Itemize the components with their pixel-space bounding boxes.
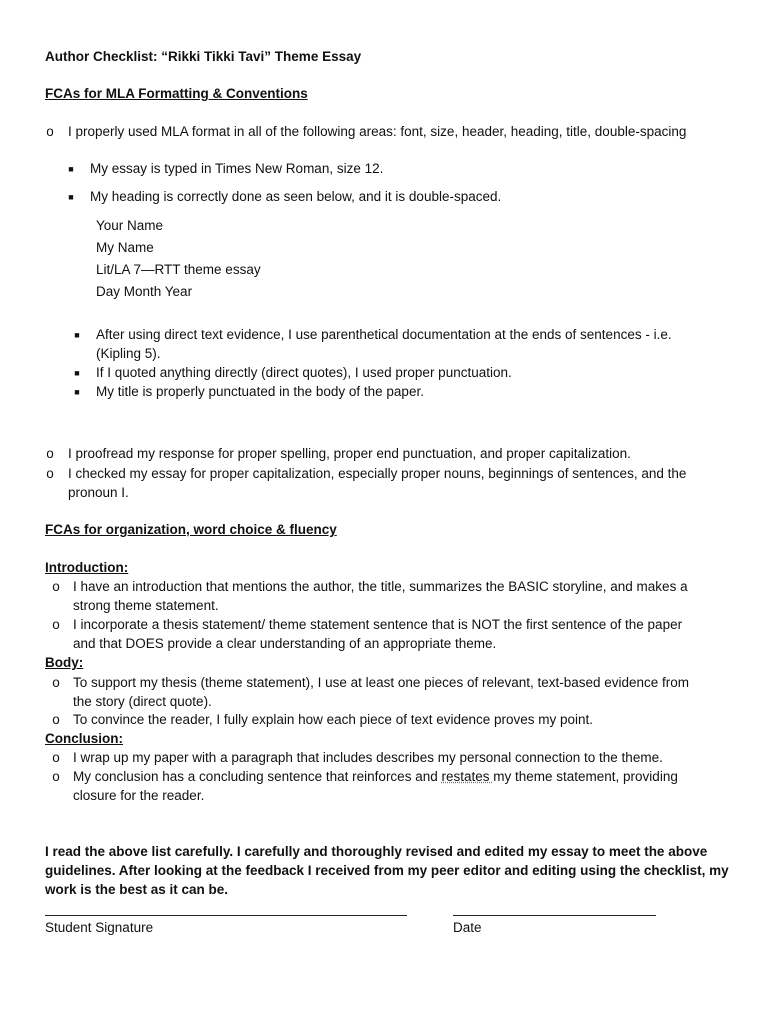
intro-item-line2: strong theme statement. <box>73 598 219 613</box>
intro-item-line1: I have an introduction that mentions the author, the title, summarizes the BASIC storyline, and makes a <box>73 579 688 594</box>
restates-word: restates <box>441 769 494 784</box>
capitalization-item-line2: pronoun I. <box>68 485 129 500</box>
conclusion-label: Conclusion: <box>45 731 123 746</box>
body-item-line1: To support my thesis (theme statement), I use at least one pieces of relevant, text-based evidence from <box>73 675 690 690</box>
circle-bullet-icon: o <box>46 446 54 461</box>
circle-bullet-icon: o <box>46 124 54 139</box>
circle-bullet-icon: o <box>52 750 60 765</box>
conclusion-item-line1 <box>73 768 678 786</box>
proofread-item: I proofread my response for proper spelling, proper end punctuation, and proper capitalization. <box>68 446 631 461</box>
circle-bullet-icon: o <box>52 675 60 690</box>
evidence-check-item-line2: (Kipling 5). <box>96 346 161 361</box>
title-check-item: My title is properly punctuated in the body of the paper. <box>96 384 424 399</box>
conclusion-text: My conclusion has a concluding sentence that reinforces and <box>73 769 442 784</box>
student-signature-label: Student Signature <box>45 920 154 935</box>
square-bullet-icon: ■ <box>74 368 80 378</box>
quotes-check-item: If I quoted anything directly (direct quotes), I used proper punctuation. <box>96 365 512 380</box>
body-item-line1: To convince the reader, I fully explain how each piece of text evidence proves my point. <box>73 712 594 727</box>
square-bullet-icon: ■ <box>74 387 80 397</box>
square-bullet-icon: ■ <box>74 330 80 340</box>
mla-section-heading: FCAs for MLA Formatting & Conventions <box>45 86 308 101</box>
heading-check-item: My heading is correctly done as seen below, and it is double-spaced. <box>90 189 502 204</box>
font-check-item: My essay is typed in Times New Roman, size 12. <box>90 161 384 176</box>
body-label: Body: <box>45 655 84 670</box>
circle-bullet-icon: o <box>52 769 60 784</box>
circle-bullet-icon: o <box>46 466 54 481</box>
intro-item-line2: and that DOES provide a clear understanding of an appropriate theme. <box>73 636 497 651</box>
conclusion-item: I wrap up my paper with a paragraph that includes describes my personal connection to the theme. <box>73 750 663 765</box>
evidence-check-item-line1: After using direct text evidence, I use parenthetical documentation at the ends of sentences - i.e. <box>96 327 672 342</box>
sample-heading-line: My Name <box>96 240 154 255</box>
mla-format-item: I properly used MLA format in all of the following areas: font, size, header, heading, title, double-spacing <box>68 124 687 139</box>
intro-item-line1: I incorporate a thesis statement/ theme statement sentence that is NOT the first sentence of the paper <box>73 617 683 632</box>
square-bullet-icon: ■ <box>68 164 74 174</box>
statement-line: guidelines. After looking at the feedback I received from my peer editor and editing using the checklist, my <box>45 863 729 878</box>
statement-line: I read the above list carefully. I carefully and thoroughly revised and edited my essay to meet the above <box>45 844 708 859</box>
conclusion-text: my theme statement, providing <box>493 769 678 784</box>
circle-bullet-icon: o <box>52 617 60 632</box>
organization-section-heading: FCAs for organization, word choice & fluency <box>45 522 337 537</box>
circle-bullet-icon: o <box>52 579 60 594</box>
page-title: Author Checklist: “Rikki Tikki Tavi” Theme Essay <box>45 49 362 64</box>
body-item-line2: the story (direct quote). <box>73 694 212 709</box>
sample-heading-line: Your Name <box>96 218 164 233</box>
circle-bullet-icon: o <box>52 712 60 727</box>
conclusion-item-line2: closure for the reader. <box>73 788 205 803</box>
sample-heading-line: Lit/LA 7—RTT theme essay <box>96 262 261 277</box>
date-line[interactable] <box>453 915 656 916</box>
capitalization-item-line1: I checked my essay for proper capitalization, especially proper nouns, beginnings of sentences, and the <box>68 466 687 481</box>
date-label: Date <box>453 920 482 935</box>
introduction-label: Introduction: <box>45 560 129 575</box>
statement-line: work is the best as it can be. <box>45 882 229 897</box>
square-bullet-icon: ■ <box>68 192 74 202</box>
student-signature-line[interactable] <box>45 915 407 916</box>
sample-heading-line: Day Month Year <box>96 284 193 299</box>
